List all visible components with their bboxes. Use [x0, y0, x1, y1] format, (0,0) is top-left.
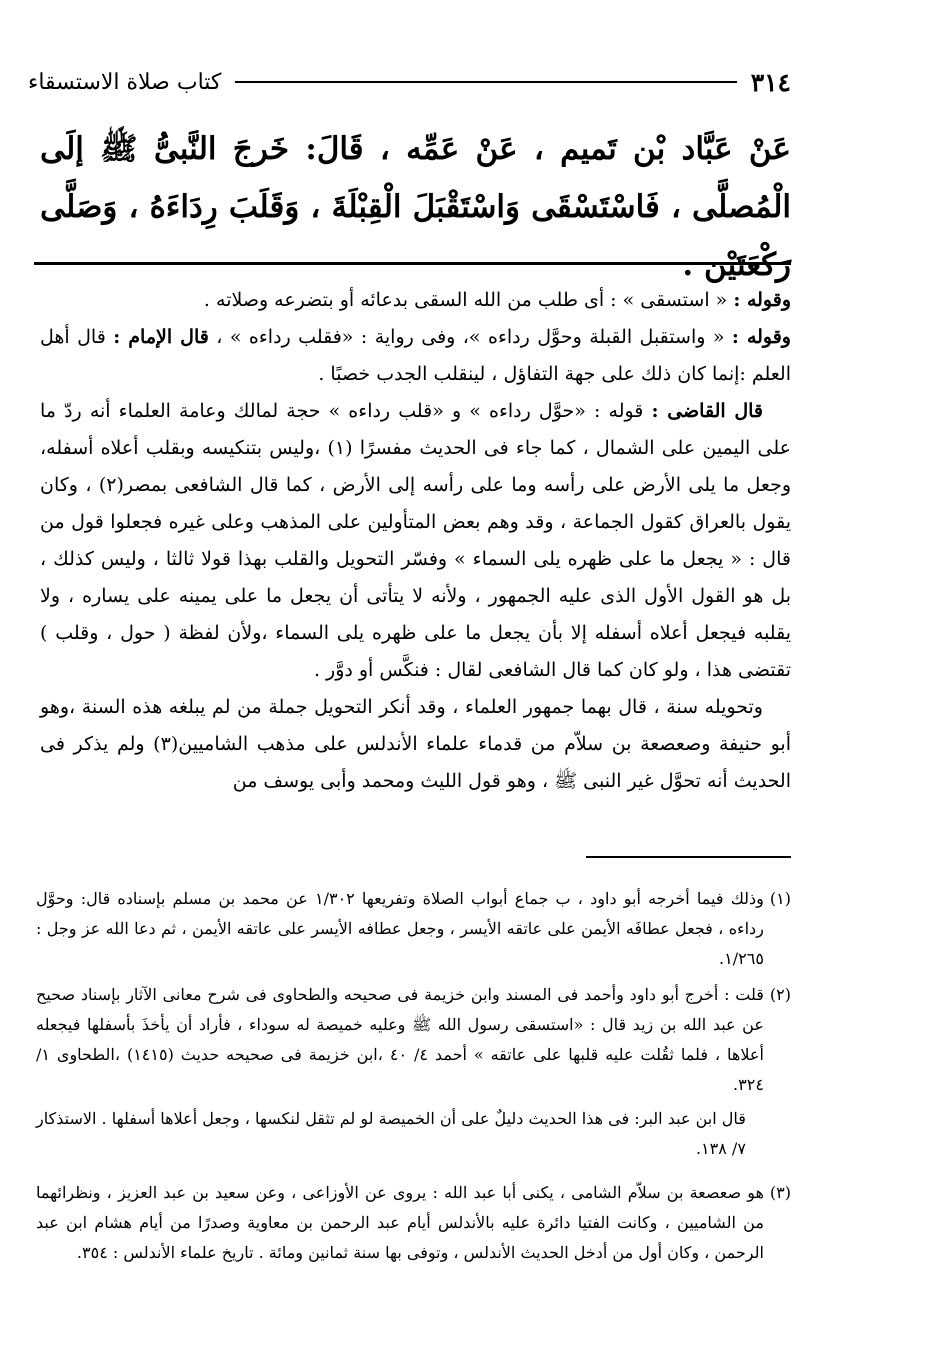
page-number: ٣١٤: [750, 67, 791, 97]
footnote-number: (١): [769, 889, 791, 908]
footnote-text: هو صعصعة بن سلاّم الشامى ، يكنى أبا عبد الله : يروى عن الأوزاعى ، وعن سعيد بن عبد العزيز ، ونظرائهما من الشاميين ، وكانت الفتيا دائرة عليه بالأندلس أيام عبد الرحمن بن معاوية وصدرًا من أيام هشام ابن عبد الرحمن ، وكان أول من أدخل الحديث الأندلس ، وتوفى بها سنة ثمانين ومائة . تاريخ علماء الأندلس : ٣٥٤.: [36, 1183, 764, 1262]
commentary-text: وتحويله سنة ، قال بهما جمهور العلماء ، وقد أنكر التحويل جملة من لم يبلغه هذه السنة ،وهو أبو حنيفة وصعصعة بن سلاّم من قدماء علماء الأندلس على مذهب الشاميين(٣) ولم يذكر فى الحديث أنه تحوَّل غير النبى ﷺ ، وهو قول الليث ومحمد وأبى يوسف من: [40, 696, 791, 792]
commentary-text: « واستقبل القبلة وحوَّل رداءه »، وفى رواية : «فقلب رداءه » ،: [208, 326, 732, 348]
commentary-text: « استسقى » : أى طلب من الله السقى بدعائه أو بتضرعه وصلاته .: [203, 289, 734, 311]
footnotes: [36, 884, 791, 1274]
commentary-lead: وقوله :: [733, 289, 791, 311]
commentary: [40, 282, 791, 800]
commentary-lead: وقوله :: [731, 326, 791, 348]
footnote: [36, 980, 791, 1172]
page-header: [28, 62, 791, 102]
header-rule: [235, 81, 736, 83]
commentary-text: قوله : «حوَّل رداءه » و «قلب رداءه » حجة لمالك وعامة العلماء أنه ردّ ما على اليمين على الشمال ، كما جاء فى الحديث مفسرًا (١) ،وليس بتنكيسه وبقلب أعلاه أسفله، وجعل ما يلى الأرض على رأسه وما على رأسه إلى الأرض ، كما قال الشافعى بمصر(٢) ، وكان يقول بالعراق كقول الجماعة ، وقد وهم بعض المتأولين على المذهب وعلى غيره فجعلوا قول من قال : « يجعل ما على ظهره يلى السماء » وفسّر التحويل والقلب بهذا قولا ثالثا ، وليس كذلك ، بل هو القول الأول الذى عليه الجمهور ، ولأنه لا يتأتى أن يجعل ما على يمينه على يساره ، ولا يقلبه فيجعل أعلاه أسفله إلا بأن يجعل ما على ظهره يلى السماء ،ولأن لفظة ( حول ، وقلب ) تقتضى هذا ، ولو كان كما قال الشافعى لقال : فنكَّس أو دوَّر .: [40, 400, 791, 681]
commentary-paragraph: [40, 689, 791, 800]
commentary-text: قال أهل العلم :إنما كان ذلك على جهة التفاؤل ، لينقلب الجدب خصبًا .: [40, 326, 791, 385]
commentary-paragraph: [40, 319, 791, 393]
commentary-paragraph: [40, 393, 791, 689]
commentary-bold: قال الإمام :: [113, 326, 209, 348]
running-title: كتاب صلاة الاستسقاء: [28, 69, 222, 95]
footnote-text: وذلك فيما أخرجه أبو داود ، ب جماع أبواب الصلاة وتفريعها ١/٣٠٢ عن محمد بن مسلم بإسناده قال: وحوَّل رداءه ، فجعل عطافَه الأيمن على عاتقه الأيسر ، وجعل عطافه الأيسر على عاتقه الأيمن ، ثم دعا الله عز وجل : ١/٢٦٥.: [36, 889, 764, 968]
hadith-text: عَنْ عَبَّاد بْن تَميم ، عَنْ عَمِّه ، قَالَ: خَرجَ النَّبىُّ ﷺ إلَى الْمُصلَّى ، فَاسْتَسْقَى وَاسْتَقْبَلَ الْقِبْلَةَ ، وَقَلَبَ رِدَاءَهُ ، وَصَلَّى رَكْعَتَيْن .: [40, 131, 791, 283]
footnote: [36, 1178, 791, 1268]
footnote: [36, 884, 791, 974]
commentary-lead: قال القاضى :: [651, 400, 763, 422]
footnote-text: قلت : أخرج أبو داود وأحمد فى المسند وابن خزيمة فى صحيحه والطحاوى فى شرح معانى الآثار بإسناد صحيح عن عبد الله بن زيد قال : «استسقى رسول الله ﷺ وعليه خميصة له سوداء ، فأراد أن يأخذَ بأسفلها فيجعله أعلاها ، فلما ثقُلت عليه قلبها على عاتقه » أحمد ٤/ ٤٠ ،ابن خزيمة فى صحيحه حديث (١٤١٥) ،الطحاوى ١/ ٣٢٤.: [36, 985, 764, 1094]
section-divider: [34, 262, 791, 265]
footnote-body: [36, 980, 764, 1172]
footnote-divider: [586, 856, 791, 858]
footnote-number: (٣): [769, 1183, 791, 1202]
footnote-quote: قال ابن عبد البر: فى هذا الحديث دليلٌ على أن الخميصة لو لم تثقل لنكسها ، وجعل أعلاها أسفلها . الاستذكار ٧/ ١٣٨.: [36, 1109, 746, 1158]
footnote-number: (٢): [769, 985, 791, 1004]
commentary-paragraph: [40, 282, 791, 319]
